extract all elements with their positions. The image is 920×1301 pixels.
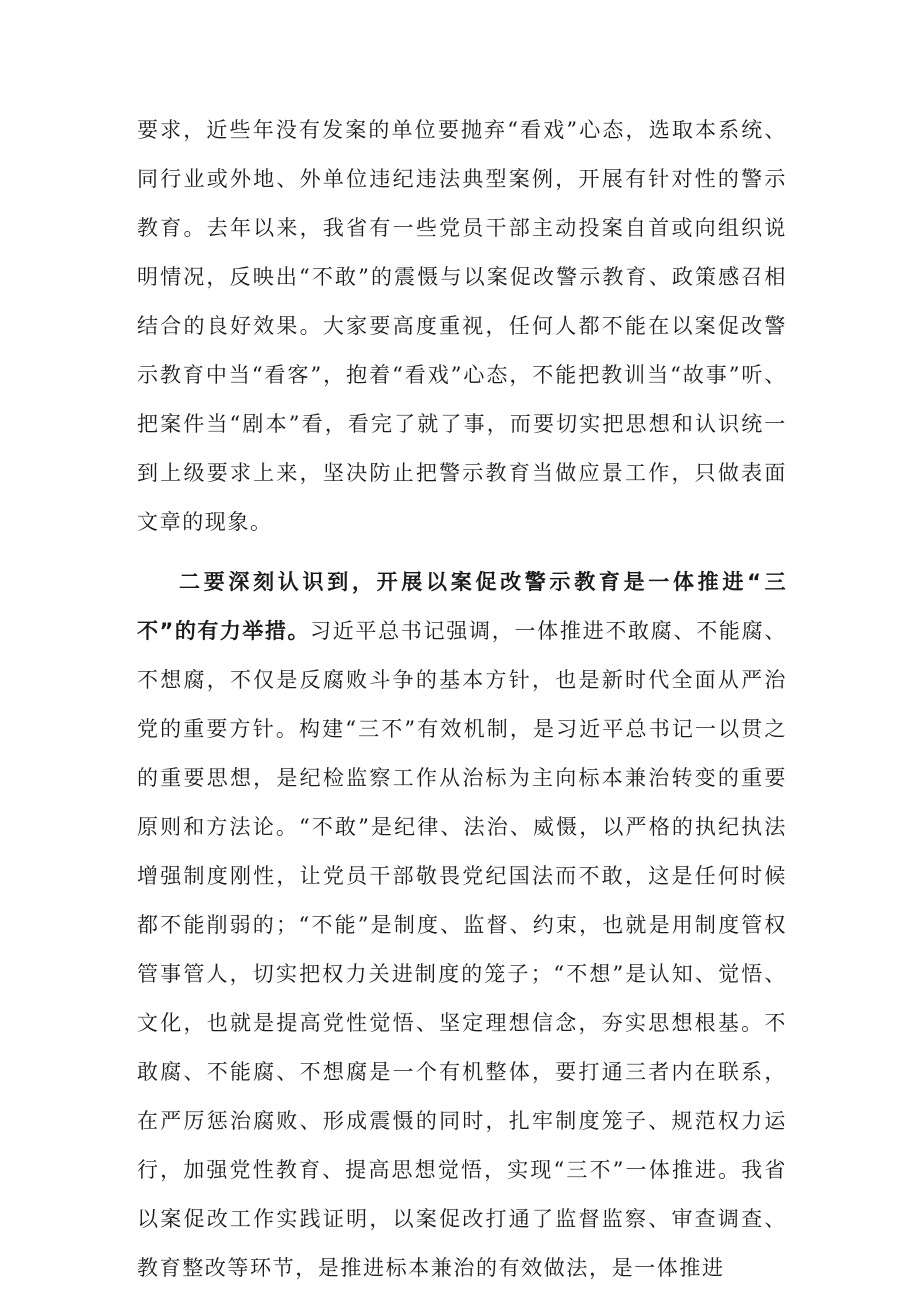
paragraph-1-text: 要求，近些年没有发案的单位要抛弃“看戏”心态，选取本系统、同行业或外地、外单位违纪违法典型案例，开展有针对性的警示教育。去年以来，我省有一些党员干部主动投案自首或向组织说明情况，反映出“不敢”的震慑与以案促改警示教育、政策感召相结合的良好效果。大家要高度重视，任何人都不能在以案促改警示教育中当“看客”，抱着“看戏”心态，不能把教训当“故事”听、把案件当“剧本”看，看完了就了事，而要切实把思想和认识统一到上级要求上来，坚决防止把警示教育当做应景工作，只做表面文章的现象。	[137, 118, 787, 534]
paragraph-2-text: 习近平总书记强调，一体推进不敢腐、不能腐、不想腐，不仅是反腐败斗争的基本方针，也是新时代全面从严治党的重要方针。构建“三不”有效机制，是习近平总书记一以贯之的重要思想，是纪检监察工作从治标为主向标本兼治转变的重要原则和方法论。“不敢”是纪律、法治、威慑，以严格的执纪执法增强制度刚性，让党员干部敬畏党纪国法而不敢，这是任何时候都不能削弱的；“不能”是制度、监督、约束，也就是用制度管权管事管人，切实把权力关进制度的笼子；“不想”是认知、觉悟、文化，也就是提高党性觉悟、坚定理想信念，夯实思想根基。不敢腐、不能腐、不想腐是一个有机整体，要打通三者内在联系，在严厉惩治腐败、形成震慑的同时，扎牢制度笼子、规范权力运行，加强党性教育、提高思想觉悟，实现“三不”一体推进。我省以案促改工作实践证明，以案促改打通了监督监察、审查调查、教育整改等环节，是推进标本兼治的有效做法，是一体推进	[137, 619, 787, 1280]
paragraph-2	[137, 558, 787, 1293]
paragraph-2-lead-sentence: 二要深刻认识到，开展以案促改警示教育是一体推进“三不”的有力举措。	[137, 570, 787, 643]
paragraph-1	[137, 106, 787, 547]
document-body	[137, 106, 787, 1293]
